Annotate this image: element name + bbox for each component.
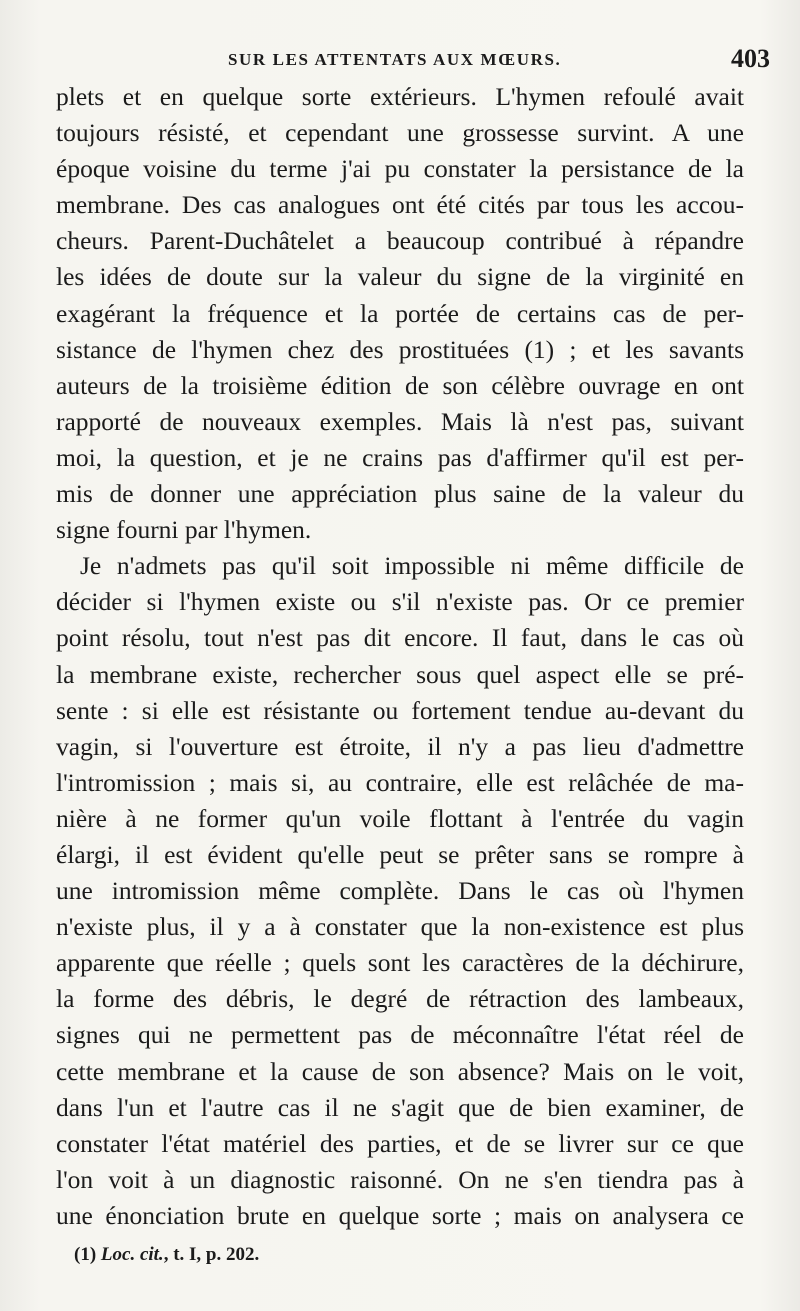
footnote-detail: , t. I, p. 202. [163, 1244, 260, 1265]
text-line: nière à ne former qu'un voile flottant à l'entrée du vagin [56, 803, 744, 833]
text-line: plets et en quelque sorte extérieurs. L'hymen refoulé avait [56, 82, 744, 111]
text-line: une intromission même complète. Dans le cas où l'hymen [56, 876, 744, 906]
text-line: décider si l'hymen existe ou s'il n'existe pas. Or ce premier [56, 587, 744, 617]
text-line: élargi, il est évident qu'elle peut se prêter sans se rompre à [56, 839, 744, 869]
page-number: 403 [731, 44, 770, 73]
text-line: exagérant la fréquence et la portée de certains cas de per- [56, 298, 744, 328]
footnote-marker: (1) [74, 1244, 97, 1265]
running-title: SUR LES ATTENTATS AUX MŒURS. [228, 50, 562, 69]
text-line: auteurs de la troisième édition de son célèbre ouvrage en ont [56, 370, 744, 400]
text-line: membrane. Des cas analogues ont été cités par tous les accou- [56, 190, 744, 220]
text-line: l'on voit à un diagnostic raisonné. On ne s'en tiendra pas à [56, 1164, 744, 1194]
text-line: époque voisine du terme j'ai pu constater la persistance de la [56, 154, 744, 184]
text-line: cette membrane et la cause de son absence? Mais on le voit, [56, 1056, 744, 1086]
text-line: rapporté de nouveaux exemples. Mais là n'est pas, suivant [56, 406, 744, 436]
text-line: Je n'admets pas qu'il soit impossible ni même difficile de [80, 551, 744, 581]
text-line: toujours résisté, et cependant une grossesse survint. A une [56, 118, 744, 148]
text-line: moi, la question, et je ne crains pas d'affirmer qu'il est per- [56, 442, 744, 472]
text-line: l'intromission ; mais si, au contraire, elle est relâchée de ma- [56, 767, 744, 797]
text-line: point résolu, tout n'est pas dit encore. Il faut, dans le cas où [56, 623, 744, 653]
text-line: n'existe plus, il y a à constater que la non-existence est plus [56, 912, 744, 942]
text-line: sente : si elle est résistante ou fortement tendue au-devant du [56, 695, 744, 725]
text-line: signes qui ne permettent pas de méconnaître l'état réel de [56, 1020, 744, 1050]
text-line: une énonciation brute en quelque sorte ; mais on analysera ce [56, 1200, 744, 1230]
text-line: cheurs. Parent-Duchâtelet a beaucoup contribué à répandre [56, 226, 744, 256]
body-text [56, 79, 744, 1234]
text-line: dans l'un et l'autre cas il ne s'agit que de bien examiner, de [56, 1092, 744, 1122]
text-line: sistance de l'hymen chez des prostituées (1) ; et les savants [56, 334, 744, 364]
footnote [74, 1244, 259, 1266]
text-line: les idées de doute sur la valeur du signe de la virginité en [56, 262, 744, 292]
text-line: apparente que réelle ; quels sont les caractères de la déchirure, [56, 948, 744, 978]
text-line: constater l'état matériel des parties, et de se livrer sur ce que [56, 1128, 744, 1158]
text-line: vagin, si l'ouverture est étroite, il n'y a pas lieu d'admettre [56, 731, 744, 761]
text-line: signe fourni par l'hymen. [56, 515, 312, 545]
text-line: la membrane existe, rechercher sous quel aspect elle se pré- [56, 659, 744, 689]
text-line: mis de donner une appréciation plus saine de la valeur du [56, 479, 744, 509]
footnote-reference: Loc. cit. [100, 1244, 164, 1265]
text-line: la forme des débris, le degré de rétraction des lambeaux, [56, 984, 744, 1014]
